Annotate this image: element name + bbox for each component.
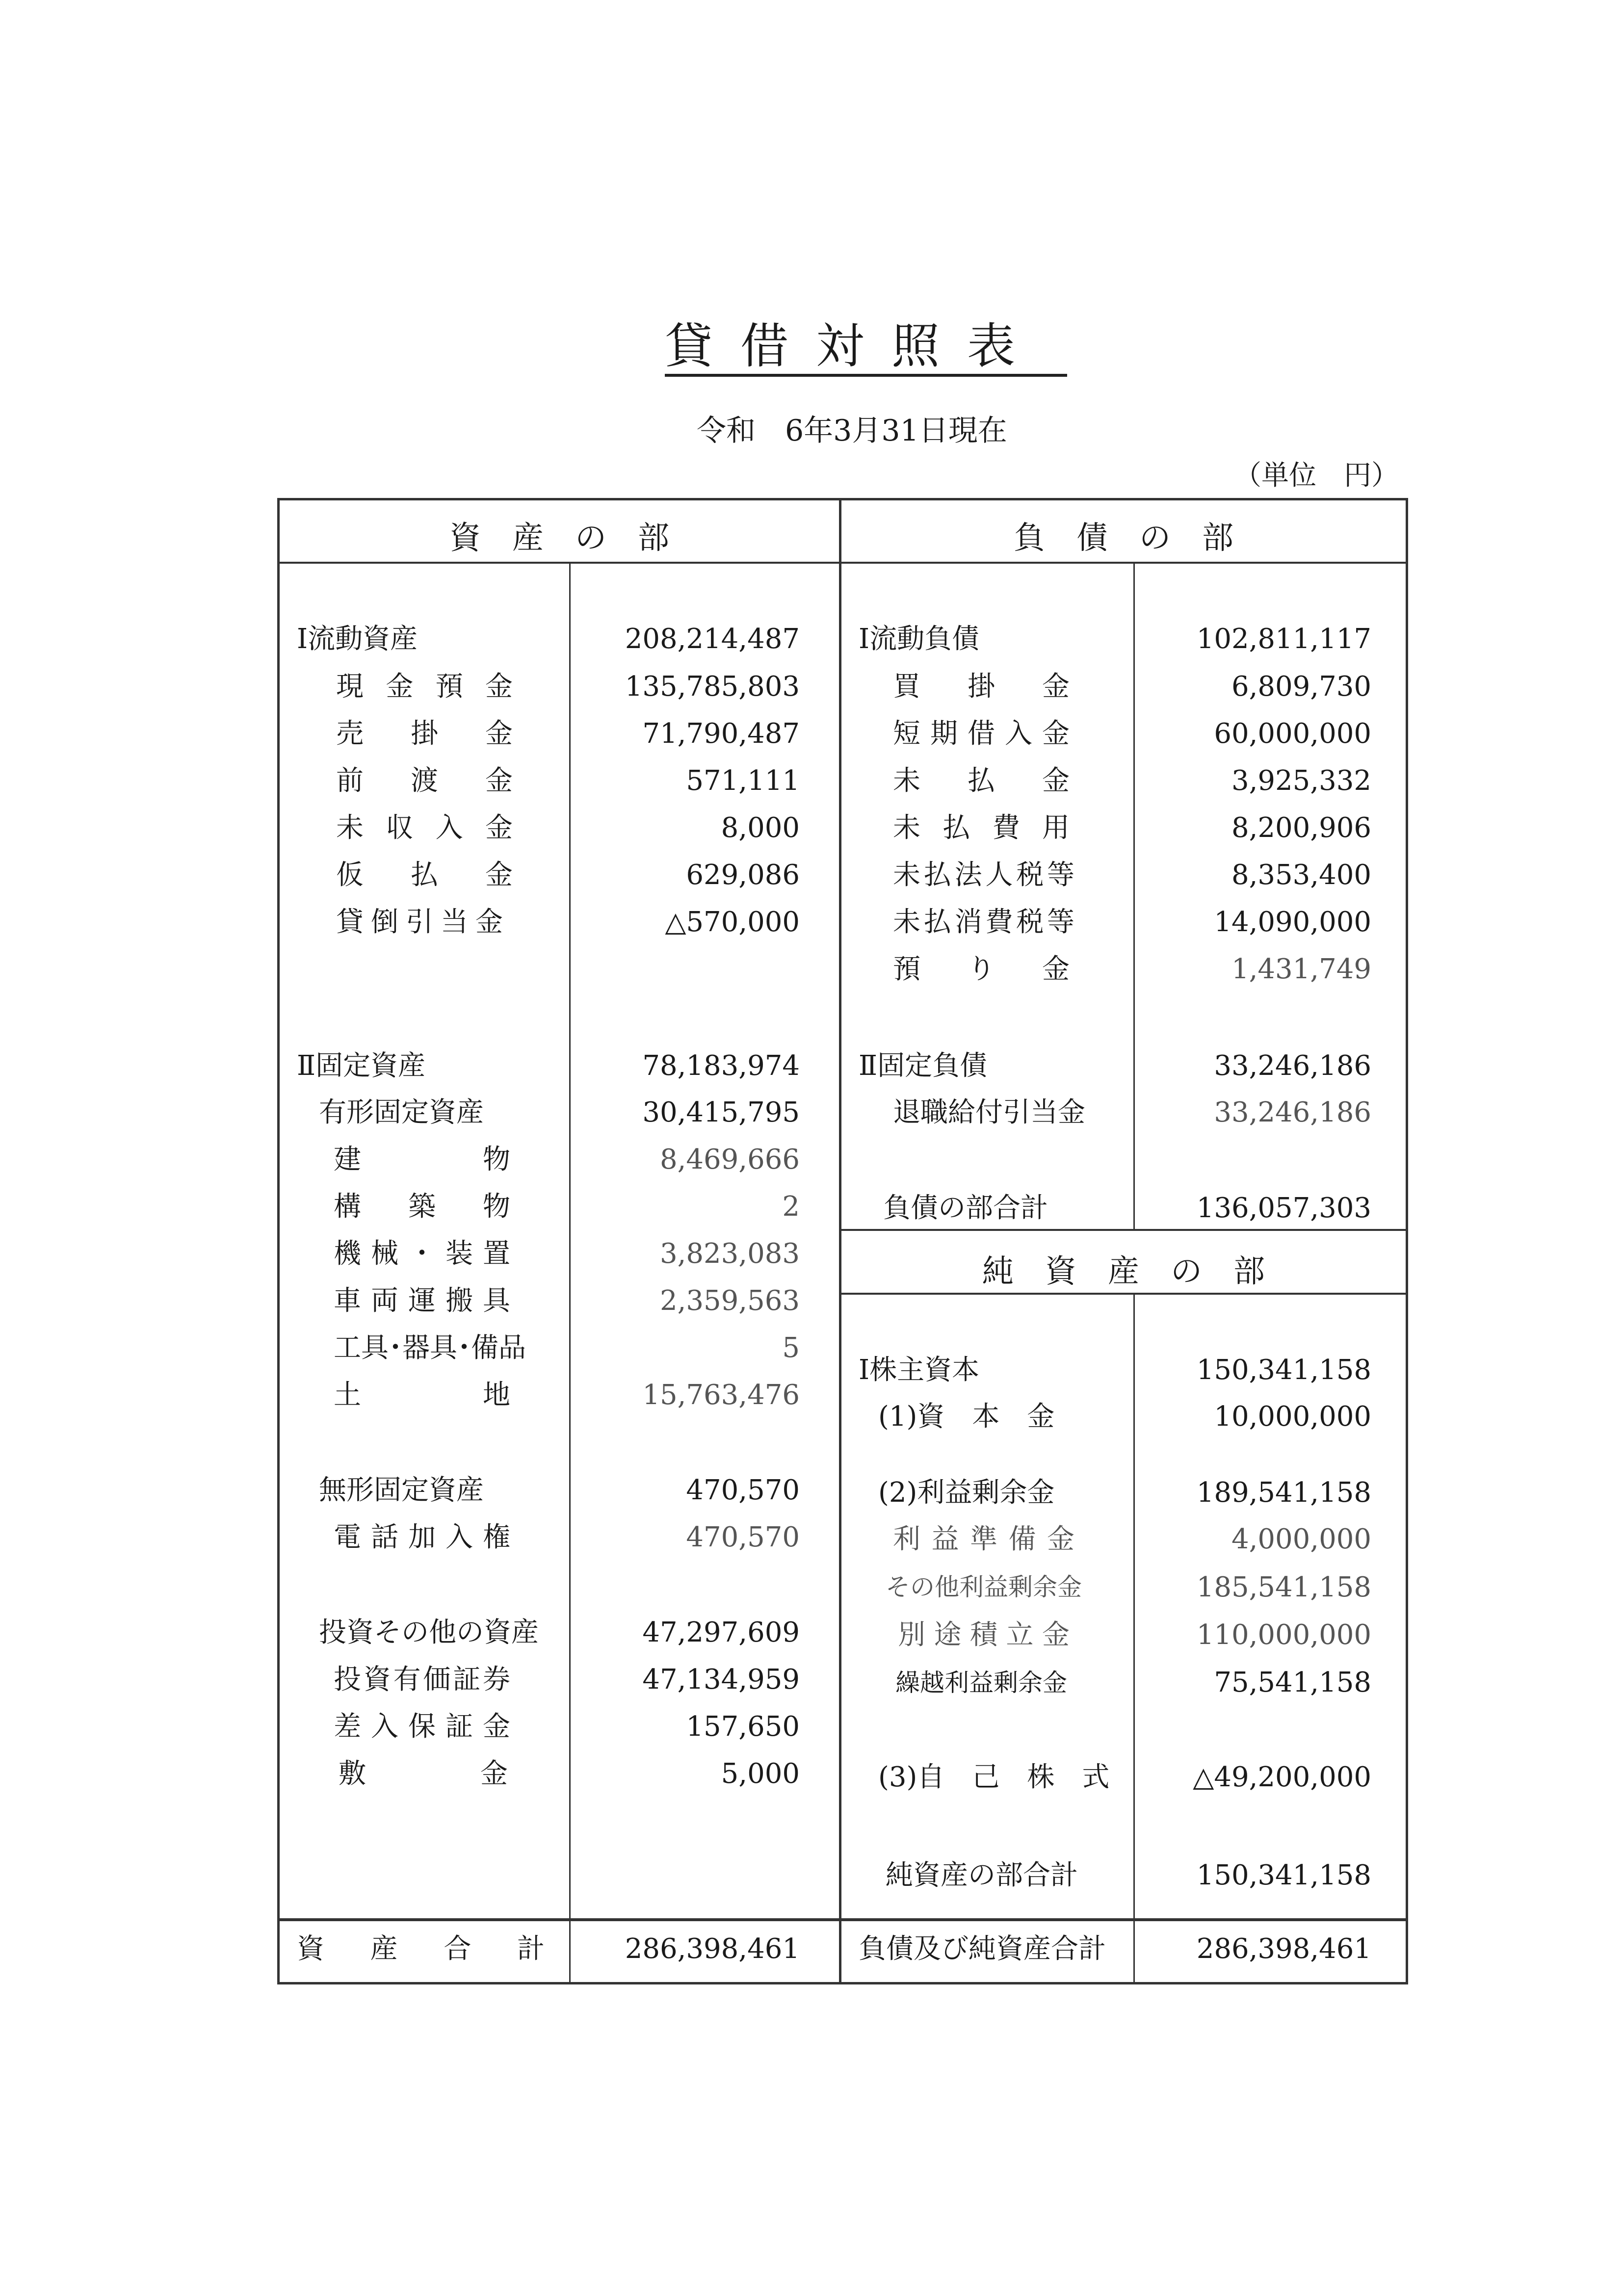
- liabilities-total-label: 負債の部合計: [883, 1192, 1048, 1224]
- fixed-liabilities-value: 33,246,186: [1214, 1050, 1371, 1082]
- asset-item-value: 71,790,487: [642, 718, 800, 750]
- net-asset-item-value: 4,000,000: [1231, 1523, 1371, 1555]
- asset-item-label: 貸倒引当金: [336, 906, 503, 938]
- liability-item-value: 14,090,000: [1214, 906, 1371, 938]
- liability-item-label: 未払消費税等: [893, 906, 1074, 938]
- asset-item-label: 機械・装置: [334, 1238, 510, 1270]
- net-asset-item-value: 185,541,158: [1196, 1571, 1371, 1603]
- treasury-stock-label: (3)自 己 株 式: [878, 1761, 1110, 1793]
- document-title: 貸借対照表: [665, 321, 1067, 377]
- net-assets-total-value: 150,341,158: [1196, 1859, 1371, 1891]
- current-assets-value: 208,214,487: [625, 623, 800, 655]
- liabilities-total-value: 136,057,303: [1196, 1192, 1371, 1224]
- net-assets-header-line: [841, 1293, 1407, 1295]
- intangible-assets-value: 470,570: [686, 1474, 800, 1506]
- assets-header: 資 産 の 部: [449, 520, 669, 556]
- asset-item-label: 構築物: [334, 1191, 510, 1223]
- asset-item-label: 投資有価証券: [334, 1664, 510, 1696]
- net-asset-item-label: その他利益剰余金: [886, 1573, 1082, 1601]
- asset-item-label: 建物: [334, 1144, 510, 1175]
- liability-item-label: 短期借入金: [893, 718, 1070, 750]
- liability-item-label: 預り金: [893, 953, 1070, 985]
- fixed-assets-value: 78,183,974: [642, 1050, 800, 1082]
- grand-total-label: 負債及び純資産合計: [859, 1933, 1106, 1965]
- totals-divider: [277, 1918, 1408, 1921]
- tangible-assets-value: 30,415,795: [642, 1096, 800, 1128]
- current-assets-label: Ⅰ流動資産: [297, 623, 418, 655]
- asset-item-value: 135,785,803: [625, 671, 800, 703]
- investments-value: 47,297,609: [642, 1617, 800, 1648]
- investments-label: 投資その他の資産: [319, 1617, 539, 1648]
- current-liabilities-label: Ⅰ流動負債: [859, 623, 980, 655]
- liabilities-total-line: [841, 1229, 1407, 1231]
- net-assets-header: 純 資 産 の 部: [982, 1253, 1265, 1290]
- liability-item-value: 33,246,186: [1214, 1096, 1371, 1128]
- grand-total-value: 286,398,461: [1196, 1933, 1371, 1965]
- net-asset-item-label: 別途積立金: [898, 1619, 1070, 1651]
- capital-stock-value: 10,000,000: [1214, 1401, 1371, 1433]
- unit-note: （単位 円）: [1234, 460, 1399, 492]
- asset-item-label: 車両運搬具: [334, 1285, 510, 1317]
- shareholders-equity-value: 150,341,158: [1196, 1354, 1371, 1386]
- asset-item-label: 電話加入権: [334, 1521, 510, 1553]
- liabilities-column-divider-top: [1133, 564, 1135, 1231]
- assets-total-value: 286,398,461: [625, 1933, 800, 1965]
- tangible-assets-label: 有形固定資産: [319, 1096, 484, 1128]
- table-border-right: [1406, 498, 1408, 1984]
- asset-item-value: 47,134,959: [642, 1664, 800, 1696]
- asset-item-label: 土地: [334, 1379, 510, 1411]
- liabilities-header: 負 債 の 部: [1014, 520, 1233, 556]
- asset-item-label: 差入保証金: [334, 1711, 510, 1743]
- asset-item-value: 470,570: [686, 1521, 800, 1553]
- liability-item-label: 買掛金: [893, 671, 1070, 703]
- net-assets-total-label: 純資産の部合計: [886, 1859, 1078, 1891]
- intangible-assets-label: 無形固定資産: [319, 1474, 484, 1506]
- net-asset-item-value: 75,541,158: [1214, 1667, 1371, 1698]
- fixed-liabilities-label: Ⅱ固定負債: [859, 1050, 988, 1082]
- current-liabilities-value: 102,811,117: [1196, 623, 1371, 655]
- shareholders-equity-label: Ⅰ株主資本: [859, 1354, 980, 1386]
- table-border-left: [277, 498, 280, 1984]
- asset-item-label: 未収入金: [336, 812, 513, 844]
- table-border-bottom: [277, 1982, 1408, 1984]
- asset-item-label: 前渡金: [336, 765, 513, 797]
- table-border-top: [280, 498, 1408, 500]
- liability-item-value: 1,431,749: [1231, 953, 1371, 985]
- asset-item-value: 157,650: [686, 1711, 800, 1743]
- asset-item-value: 3,823,083: [659, 1238, 800, 1270]
- asset-item-label: 敷金: [339, 1758, 508, 1790]
- liability-item-label: 未払金: [893, 765, 1070, 797]
- retained-earnings-value: 189,541,158: [1196, 1477, 1371, 1509]
- liability-item-label: 未払費用: [893, 812, 1070, 844]
- liability-item-value: 8,353,400: [1231, 859, 1371, 891]
- retained-earnings-label: (2)利益剰余金: [878, 1477, 1055, 1509]
- liability-item-value: 60,000,000: [1214, 718, 1371, 750]
- net-asset-item-label: 繰越利益剰余金: [895, 1669, 1067, 1697]
- liability-item-label: 退職給付引当金: [893, 1096, 1085, 1128]
- asset-item-value: 8,469,666: [659, 1144, 800, 1175]
- liability-item-value: 6,809,730: [1231, 671, 1371, 703]
- asset-item-value: 5,000: [721, 1758, 800, 1790]
- net-asset-item-value: 110,000,000: [1196, 1619, 1371, 1651]
- asset-item-value: 571,111: [686, 765, 800, 797]
- header-divider: [280, 562, 1408, 564]
- asset-item-value: △570,000: [665, 906, 800, 938]
- fixed-assets-label: Ⅱ固定資産: [297, 1050, 426, 1082]
- asset-item-value: 2: [782, 1191, 800, 1223]
- liabilities-column-divider-bottom: [1133, 1295, 1135, 1984]
- assets-column-divider: [569, 564, 571, 1984]
- asset-item-label: 現金預金: [336, 671, 513, 703]
- net-asset-item-label: 利益準備金: [893, 1523, 1074, 1555]
- asset-item-label: 仮払金: [336, 859, 513, 891]
- asset-item-value: 8,000: [721, 812, 800, 844]
- assets-total-label: 資産合計: [297, 1933, 545, 1965]
- liability-item-value: 8,200,906: [1231, 812, 1371, 844]
- treasury-stock-value: △49,200,000: [1193, 1761, 1371, 1793]
- as-of-date: 令和 6年3月31日現在: [697, 414, 1007, 448]
- liability-item-label: 未払法人税等: [893, 859, 1074, 891]
- asset-item-label: 売掛金: [336, 718, 513, 750]
- asset-item-value: 629,086: [686, 859, 800, 891]
- center-divider: [839, 498, 841, 1984]
- asset-item-label: 工具･器具･備品: [334, 1332, 526, 1364]
- liability-item-value: 3,925,332: [1231, 765, 1371, 797]
- asset-item-value: 5: [782, 1332, 800, 1364]
- asset-item-value: 2,359,563: [659, 1285, 800, 1317]
- asset-item-value: 15,763,476: [642, 1379, 800, 1411]
- capital-stock-label: (1)資 本 金: [878, 1401, 1055, 1433]
